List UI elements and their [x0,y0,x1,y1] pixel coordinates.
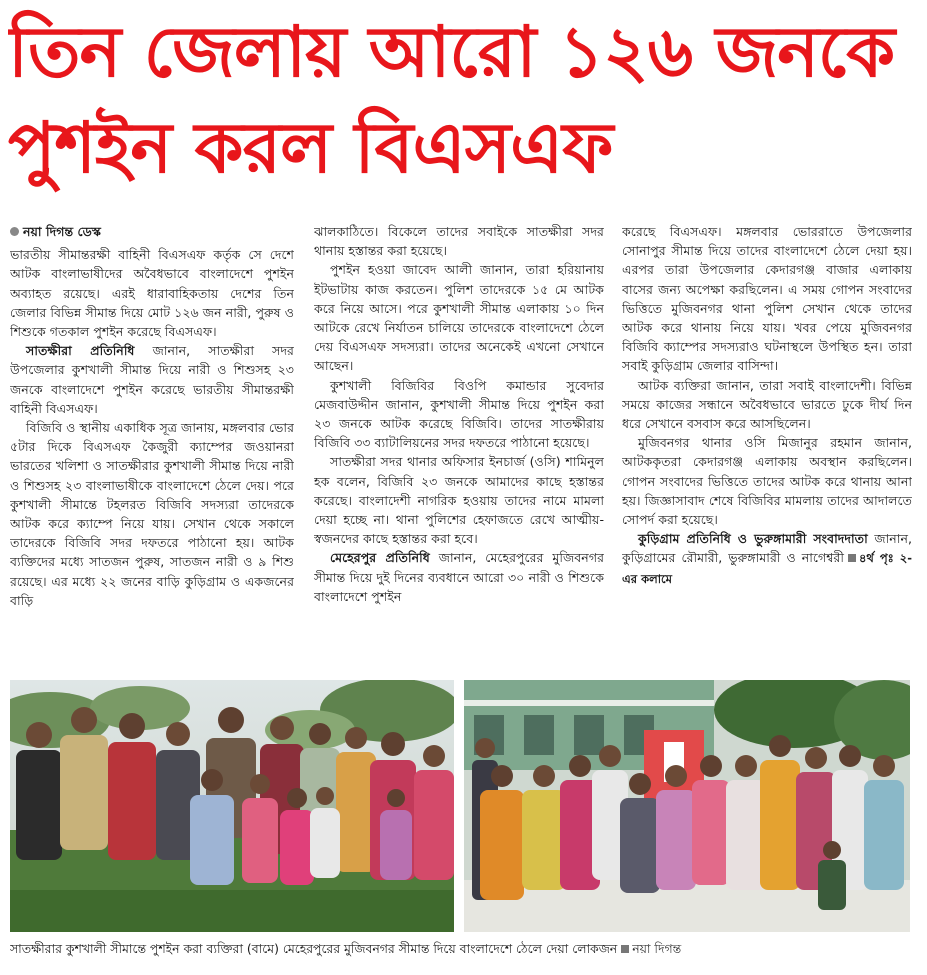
photo-illustration [10,680,454,932]
paragraph: আটক ব্যক্তিরা জানান, তারা সবাই বাংলাদেশী। বিভিন্ন সময়ে কাজের সন্ধানে অবৈধভাবে ভারতে ঢুকে দীর্ঘ দিন ধরে সেখানে বসবাস করে আসছিলেন। [622,377,912,432]
photo-caption [10,938,910,960]
paragraph: পুশইন হওয়া জাবেদ আলী জানান, তারা হরিয়ানায় ইটভাটায় কাজ করতেন। পুলিশ তাদেরকে ১৫ মে আটক করে নিয়ে আসে। পরে কুশখালী সীমান্ত এলাকায় ১০ দিন আটকে রেখে নির্যাতন চালিয়ে তাদেরকে বাংলাদেশে ঠেলে দেয় বিএসএফ সদস্যরা। তাদের অনেকেই এখনো সেখানে আছেন। [314,262,604,374]
photo-kushkhali-group [10,680,454,932]
headline [8,4,920,196]
paragraph: কুড়িগ্রাম প্রতিনিধি ও ভুরুঙ্গামারী সংবাদদাতা জানান, কুড়িগ্রামের রৌমারী, ভুরুঙ্গামারী ও নাগেশ্বরী ৪র্থ পৃঃ ২-এর কলামে [622,531,912,586]
paragraph: মেহেরপুর প্রতিনিধি জানান, মেহেরপুরের মুজিবনগর সীমান্ত দিয়ে দুই দিনের ব্যবধানে আরো ৩০ নারী ও শিশুকে বাংলাদেশে পুশইন [314,550,604,604]
paragraph: করেছে বিএসএফ। মঙ্গলবার ভোররাতে উপজেলার সোনাপুর সীমান্ত দিয়ে তাদের বাংলাদেশে ঠেলে দেয়া হয়। এরপর তারা উপজেলার কেদারগঞ্জ বাজার এলাকায় বাসের জন্য অপেক্ষা করছিলেন। এ সময় গোপন সংবাদের ভিত্তিতে মুজিবনগর থানা পুলিশ সেখান থেকে তাদের আটক করে থানায় নিয়ে যায়। খবর পেয়ে মুজিবনগর বিজিবি ক্যাম্পের সদস্যরাও ঘটনাস্থলে উপস্থিত হন। তারা সবাই কুড়িগ্রাম জেলার বাসিন্দা। [622,224,912,374]
source-marker-icon [621,945,629,953]
dateline: মেহেরপুর প্রতিনিধি [330,550,430,566]
paragraph: কুশখালী বিজিবির বিওপি কমান্ডার সুবেদার মেজবাউদ্দীন জানান, কুশখালী সীমান্ত দিয়ে পুশইন করা ২৩ জনকে আটক করেছে বিজিবি। তাদের সাতক্ষীরায় বিজিবি ৩৩ ব্যাটালিয়নের সদর দফতরে পাঠানো হয়েছে। [314,377,604,451]
photo-source: নয়া দিগন্ত [632,941,682,956]
article-column-2 [314,222,604,668]
dateline: কুড়িগ্রাম প্রতিনিধি ও ভুরুঙ্গামারী সংবাদদাতা [638,531,868,547]
dateline: সাতক্ষীরা প্রতিনিধি [26,343,135,359]
byline-text: নয়া দিগন্ত ডেস্ক [23,224,101,239]
paragraph: সাতক্ষীরা সদর থানার অফিসার ইনচার্জ (ওসি) শামিনুল হক বলেন, বিজিবি ২৩ জনকে আমাদের কাছে হস্তান্তর করেছে। বাংলাদেশী নাগরিক হওয়ায় তাদের নামে মামলা দেয়া হচ্ছে না। থানা পুলিশের হেফাজতে রেখে আত্মীয়-স্বজনদের কাছে হস্তান্তর করা হবে। [314,454,604,547]
article-column-3 [622,222,912,668]
jump-marker-icon [848,554,856,562]
photo-mujibnagar-group [464,680,910,932]
paragraph: মুজিবনগর থানার ওসি মিজানুর রহমান জানান, আটককৃতরা কেদারগঞ্জ এলাকায় অবস্থান করছিলেন। গোপন সংবাদের ভিত্তিতে তাদের আটক করে থানায় আনা হয়। জিজ্ঞাসাবাদ শেষে বিজিবির মামলায় তাদের আদালতে সোপর্দ করা হয়েছে। [622,435,912,528]
paragraph: সাতক্ষীরা প্রতিনিধি জানান, সাতক্ষীরা সদর উপজেলার কুশখালী সীমান্ত দিয়ে নারী ও শিশুসহ ২৩ জনকে বাংলাদেশে পুশইন করেছে ভারতীয় সীমান্তরক্ষী বাহিনী বিএসএফ। [10,343,294,416]
continued-label[interactable]: ৪র্থ পৃঃ ২-এর কলামে [622,551,912,586]
bullet-icon [10,227,19,236]
headline-line-2: পুশইন করল বিএসএফ [8,107,613,189]
paragraph: ঝালকাঠিতে। বিকেলে তাদের সবাইকে সাতক্ষীরা সদর থানায় হস্তান্তর করা হয়েছে। [314,224,604,259]
paragraph: ভারতীয় সীমান্তরক্ষী বাহিনী বিএসএফ কর্তৃক সে দেশে আটক বাংলাভাষীদের অবৈধভাবে বাংলাদেশে পুশইন অব্যাহত রয়েছে। এরই ধারাবাহিকতায় দেশের তিন জেলার বিভিন্ন সীমান্ত দিয়ে মোট ১২৬ জন নারী, পুরুষ ও শিশুকে গতকাল পুশইন করেছে বিএসএফ। [10,247,294,340]
photo-illustration [464,680,910,932]
headline-line-1: তিন জেলায় আরো ১২৬ জনকে [8,11,895,93]
byline [10,222,294,241]
article-column-1 [10,222,294,668]
paragraph: বিজিবি ও স্থানীয় একাধিক সূত্র জানায়, মঙ্গলবার ভোর ৫টার দিকে বিএসএফ কৈজুরী ক্যাম্পের জওয়ানরা ভারতের খলিশা ও সাতক্ষীরার কুশখালী সীমান্ত দিয়ে নারী ও শিশুসহ ২৩ বাংলাভাষীকে বাংলাদেশে ঠেলে দেয়। পরে কুশখালী সীমান্তে টহলরত বিজিবি সদস্যরা তাদেরকে আটক করে ক্যাম্পে নিয়ে যায়। সেখান থেকে সকালে তাদেরকে বিজিবি সদর দফতরে পাঠানো হয়। আটক ব্যক্তিদের মধ্যে সাতজন পুরুষ, সাতজন নারী ও ৯ শিশু রয়েছে। এর মধ্যে ২২ জনের বাড়ি কুড়িগ্রাম ও একজনের বাড়ি [10,420,294,608]
caption-text: সাতক্ষীরার কুশখালী সীমান্তে পুশইন করা ব্যক্তিরা (বামে) মেহেরপুরের মুজিবনগর সীমান্ত দিয়ে বাংলাদেশে ঠেলে দেয়া লোকজন [10,941,618,956]
